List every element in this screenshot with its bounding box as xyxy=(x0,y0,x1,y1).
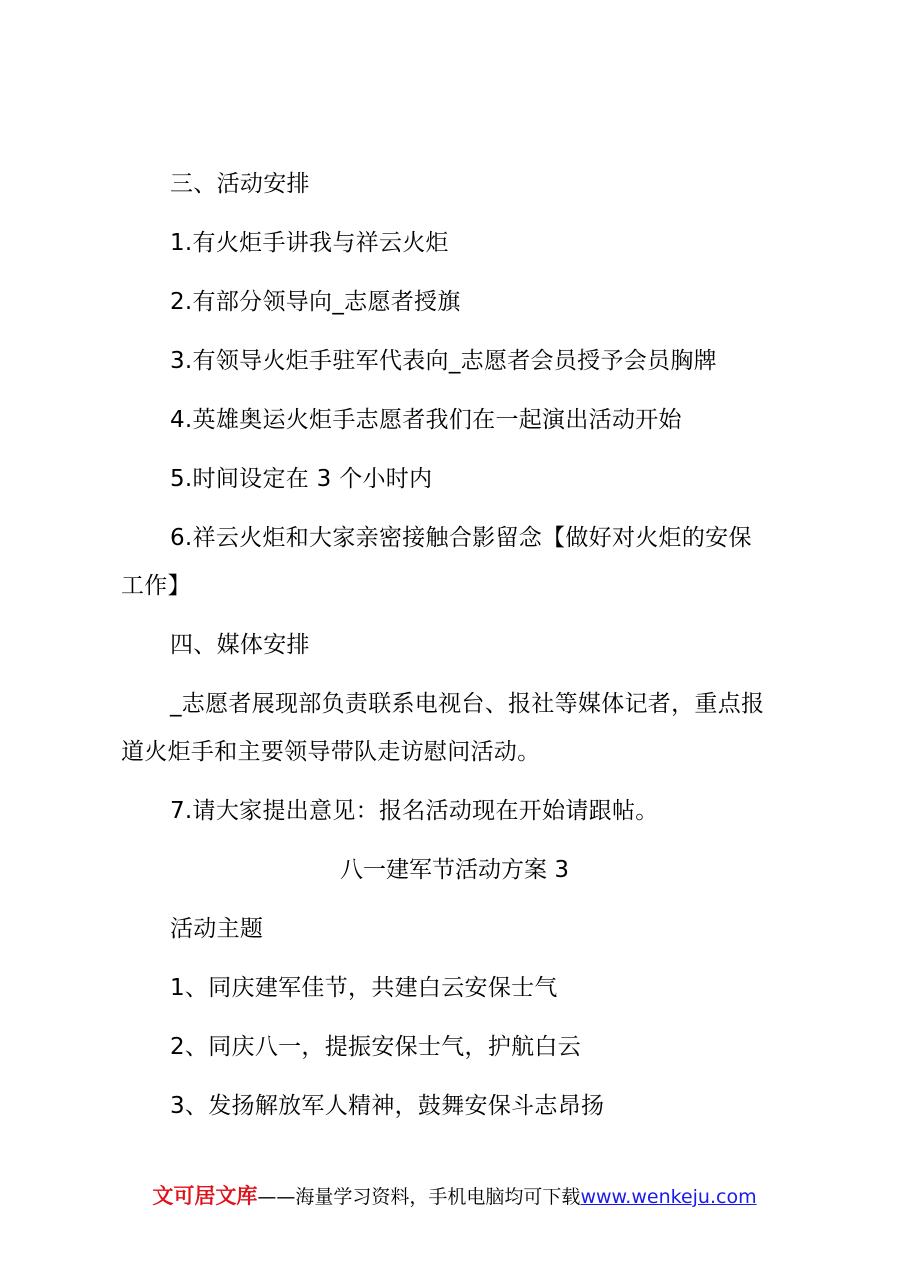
paragraph-media: _志愿者展现部负责联系电视台、报社等媒体记者，重点报 xyxy=(170,691,765,717)
heading-activity-theme: 活动主题 xyxy=(170,916,264,942)
footer-banner xyxy=(0,1183,909,1210)
theme-item-1: 1、同庆建军佳节，共建白云安保士气 xyxy=(170,975,558,1001)
paragraph-item-5: 5.时间设定在 3 个小时内 xyxy=(170,466,433,492)
paragraph-item-2: 2.有部分领导向_志愿者授旗 xyxy=(170,289,461,315)
paragraph-item-6: 6.祥云火炬和大家亲密接触合影留念【做好对火炬的安保 xyxy=(170,525,752,551)
paragraph-item-3: 3.有领导火炬手驻军代表向_志愿者会员授予会员胸牌 xyxy=(170,348,717,374)
paragraph-item-7: 7.请大家提出意见：报名活动现在开始请跟帖。 xyxy=(170,798,659,824)
theme-item-2: 2、同庆八一，提振安保士气，护航白云 xyxy=(170,1034,582,1060)
footer-slogan: 海量学习资料，手机电脑均可下载 xyxy=(295,1186,581,1208)
footer-website-link[interactable]: www.wenkeju.com xyxy=(580,1186,757,1208)
footer-brand: 文可居文库 xyxy=(152,1184,258,1208)
footer-dash: —— xyxy=(257,1186,296,1208)
paragraph-item-6-continued: 工作】 xyxy=(121,573,191,599)
paragraph-item-1: 1.有火炬手讲我与祥云火炬 xyxy=(170,230,449,256)
section-title: 八一建军节活动方案 3 xyxy=(340,857,569,883)
heading-activity-arrangement: 三、活动安排 xyxy=(170,171,310,197)
theme-item-3: 3、发扬解放军人精神，鼓舞安保斗志昂扬 xyxy=(170,1093,605,1119)
paragraph-media-continued: 道火炬手和主要领导带队走访慰问活动。 xyxy=(121,739,541,765)
heading-media-arrangement: 四、媒体安排 xyxy=(170,632,310,658)
paragraph-item-4: 4.英雄奥运火炬手志愿者我们在一起演出活动开始 xyxy=(170,407,682,433)
